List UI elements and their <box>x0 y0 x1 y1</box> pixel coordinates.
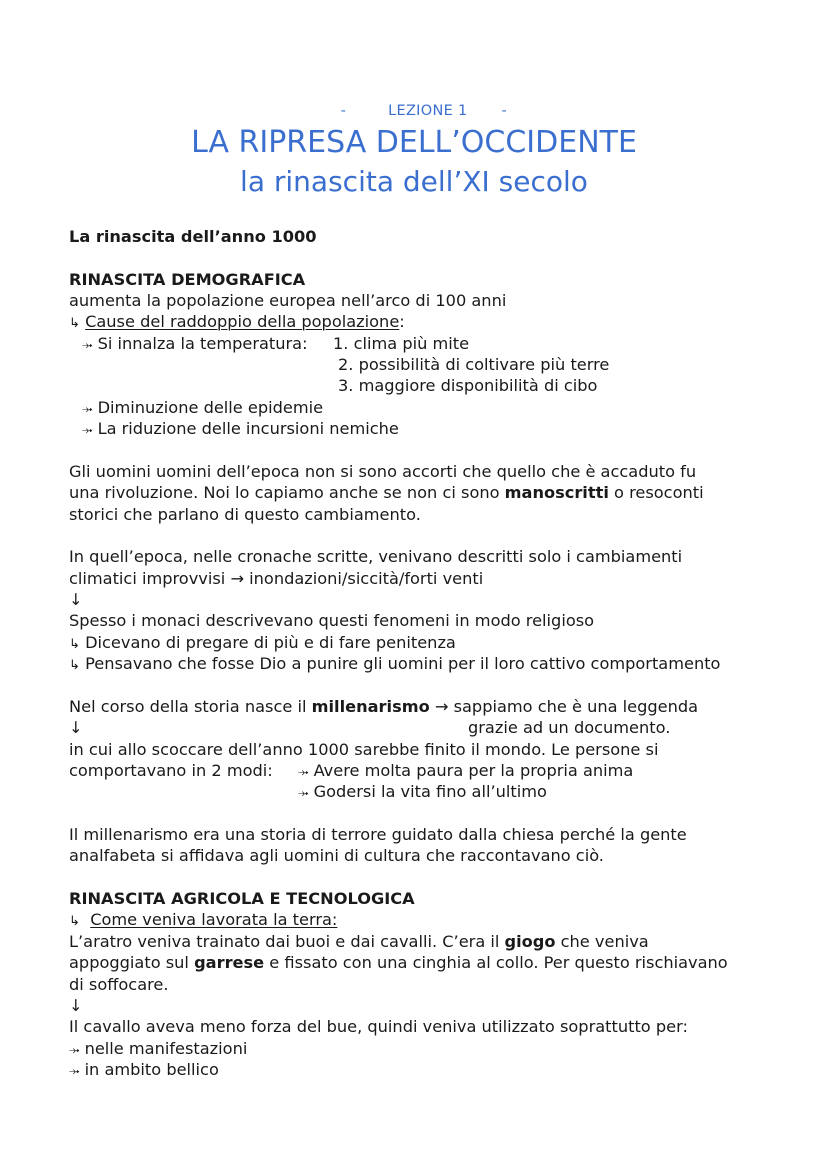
text-line: grazie ad un documento. <box>468 718 671 737</box>
bullet-arrow-icon: ⤞ <box>82 423 93 438</box>
text-line: una rivoluzione. Noi lo capiamo anche se non ci sono manoscritti o resoconti <box>69 483 704 502</box>
text-line: appoggiato sul garrese e fissato con una cinghia al collo. Per questo rischiavano <box>69 953 728 972</box>
page-title: LA RIPRESA DELL’OCCIDENTE <box>191 125 637 160</box>
text-line: storici che parlano di questo cambiamento. <box>69 505 421 524</box>
down-arrow-icon: ↓ <box>69 996 83 1015</box>
hook-arrow-icon: ↳ <box>69 914 80 929</box>
lesson-number: LEZIONE 1 <box>388 103 468 119</box>
text-line: di soffocare. <box>69 975 169 994</box>
hook-arrow-icon: ↳ <box>69 316 80 331</box>
list-item: 1. clima più mite <box>333 334 470 353</box>
list-item: 2. possibilità di coltivare più terre <box>338 355 610 374</box>
causes-line: ↳ Cause del raddoppio della popolazione: <box>69 312 405 331</box>
hook-item: ↳ Dicevano di pregare di più e di fare penitenza <box>69 633 456 652</box>
bullet-arrow-icon: ⤞ <box>298 765 309 780</box>
text-line: L’aratro veniva trainato dai buoi e dai cavalli. C’era il giogo che veniva <box>69 932 649 951</box>
hook-arrow-icon: ↳ <box>69 658 80 673</box>
text-line: aumenta la popolazione europea nell’arco di 100 anni <box>69 291 507 310</box>
dash-left: - <box>340 103 347 119</box>
text-line: In quell’epoca, nelle cronache scritte, venivano descritti solo i cambiamenti <box>69 547 683 566</box>
page-subtitle: la rinascita dell’XI secolo <box>240 165 588 198</box>
bullet-item: ⤞ Diminuzione delle epidemie <box>82 398 324 417</box>
hook-arrow-icon: ↳ <box>69 637 80 652</box>
bullet-item: ⤞ Si innalza la temperatura: <box>82 334 308 353</box>
bullet-item: ⤞ La riduzione delle incursioni nemiche <box>82 419 399 438</box>
bullet-arrow-icon: ⤞ <box>82 402 93 417</box>
text-line: comportavano in 2 modi: <box>69 761 273 780</box>
subheading-line: ↳ Come veniva lavorata la terra: <box>69 910 338 929</box>
bullet-arrow-icon: ⤞ <box>69 1043 80 1058</box>
text-line: climatici improvvisi → inondazioni/siccità/forti venti <box>69 569 484 588</box>
text-line: in cui allo scoccare dell’anno 1000 sarebbe finito il mondo. Le persone si <box>69 740 659 759</box>
text-line: Il millenarismo era una storia di terrore guidato dalla chiesa perché la gente <box>69 825 687 844</box>
bullet-arrow-icon: ⤞ <box>82 338 93 353</box>
section-heading: La rinascita dell’anno 1000 <box>69 227 317 246</box>
bullet-item: ⤞ Avere molta paura per la propria anima <box>298 761 634 780</box>
down-arrow-icon: ↓ <box>69 718 83 737</box>
text-line: Il cavallo aveva meno forza del bue, quindi veniva utilizzato soprattutto per: <box>69 1017 688 1036</box>
down-arrow-icon: ↓ <box>69 590 83 609</box>
text-line: Gli uomini uomini dell’epoca non si sono accorti che quello che è accaduto fu <box>69 462 697 481</box>
text-line: analfabeta si affidava agli uomini di cultura che raccontavano ciò. <box>69 846 604 865</box>
bullet-arrow-icon: ⤞ <box>298 786 309 801</box>
dash-right: - <box>501 103 508 119</box>
bullet-arrow-icon: ⤞ <box>69 1064 80 1079</box>
section-heading: RINASCITA DEMOGRAFICA <box>69 270 306 289</box>
list-item: 3. maggiore disponibilità di cibo <box>338 376 598 395</box>
text-line: Spesso i monaci descrivevano questi fenomeni in modo religioso <box>69 611 595 630</box>
text-line: Nel corso della storia nasce il millenarismo → sappiamo che è una leggenda <box>69 697 699 716</box>
bullet-item: ⤞ nelle manifestazioni <box>69 1039 248 1058</box>
bullet-item: ⤞ in ambito bellico <box>69 1060 219 1079</box>
bullet-item: ⤞ Godersi la vita fino all’ultimo <box>298 782 547 801</box>
hook-item: ↳ Pensavano che fosse Dio a punire gli uomini per il loro cattivo comportamento <box>69 654 721 673</box>
section-heading: RINASCITA AGRICOLA E TECNOLOGICA <box>69 889 415 908</box>
